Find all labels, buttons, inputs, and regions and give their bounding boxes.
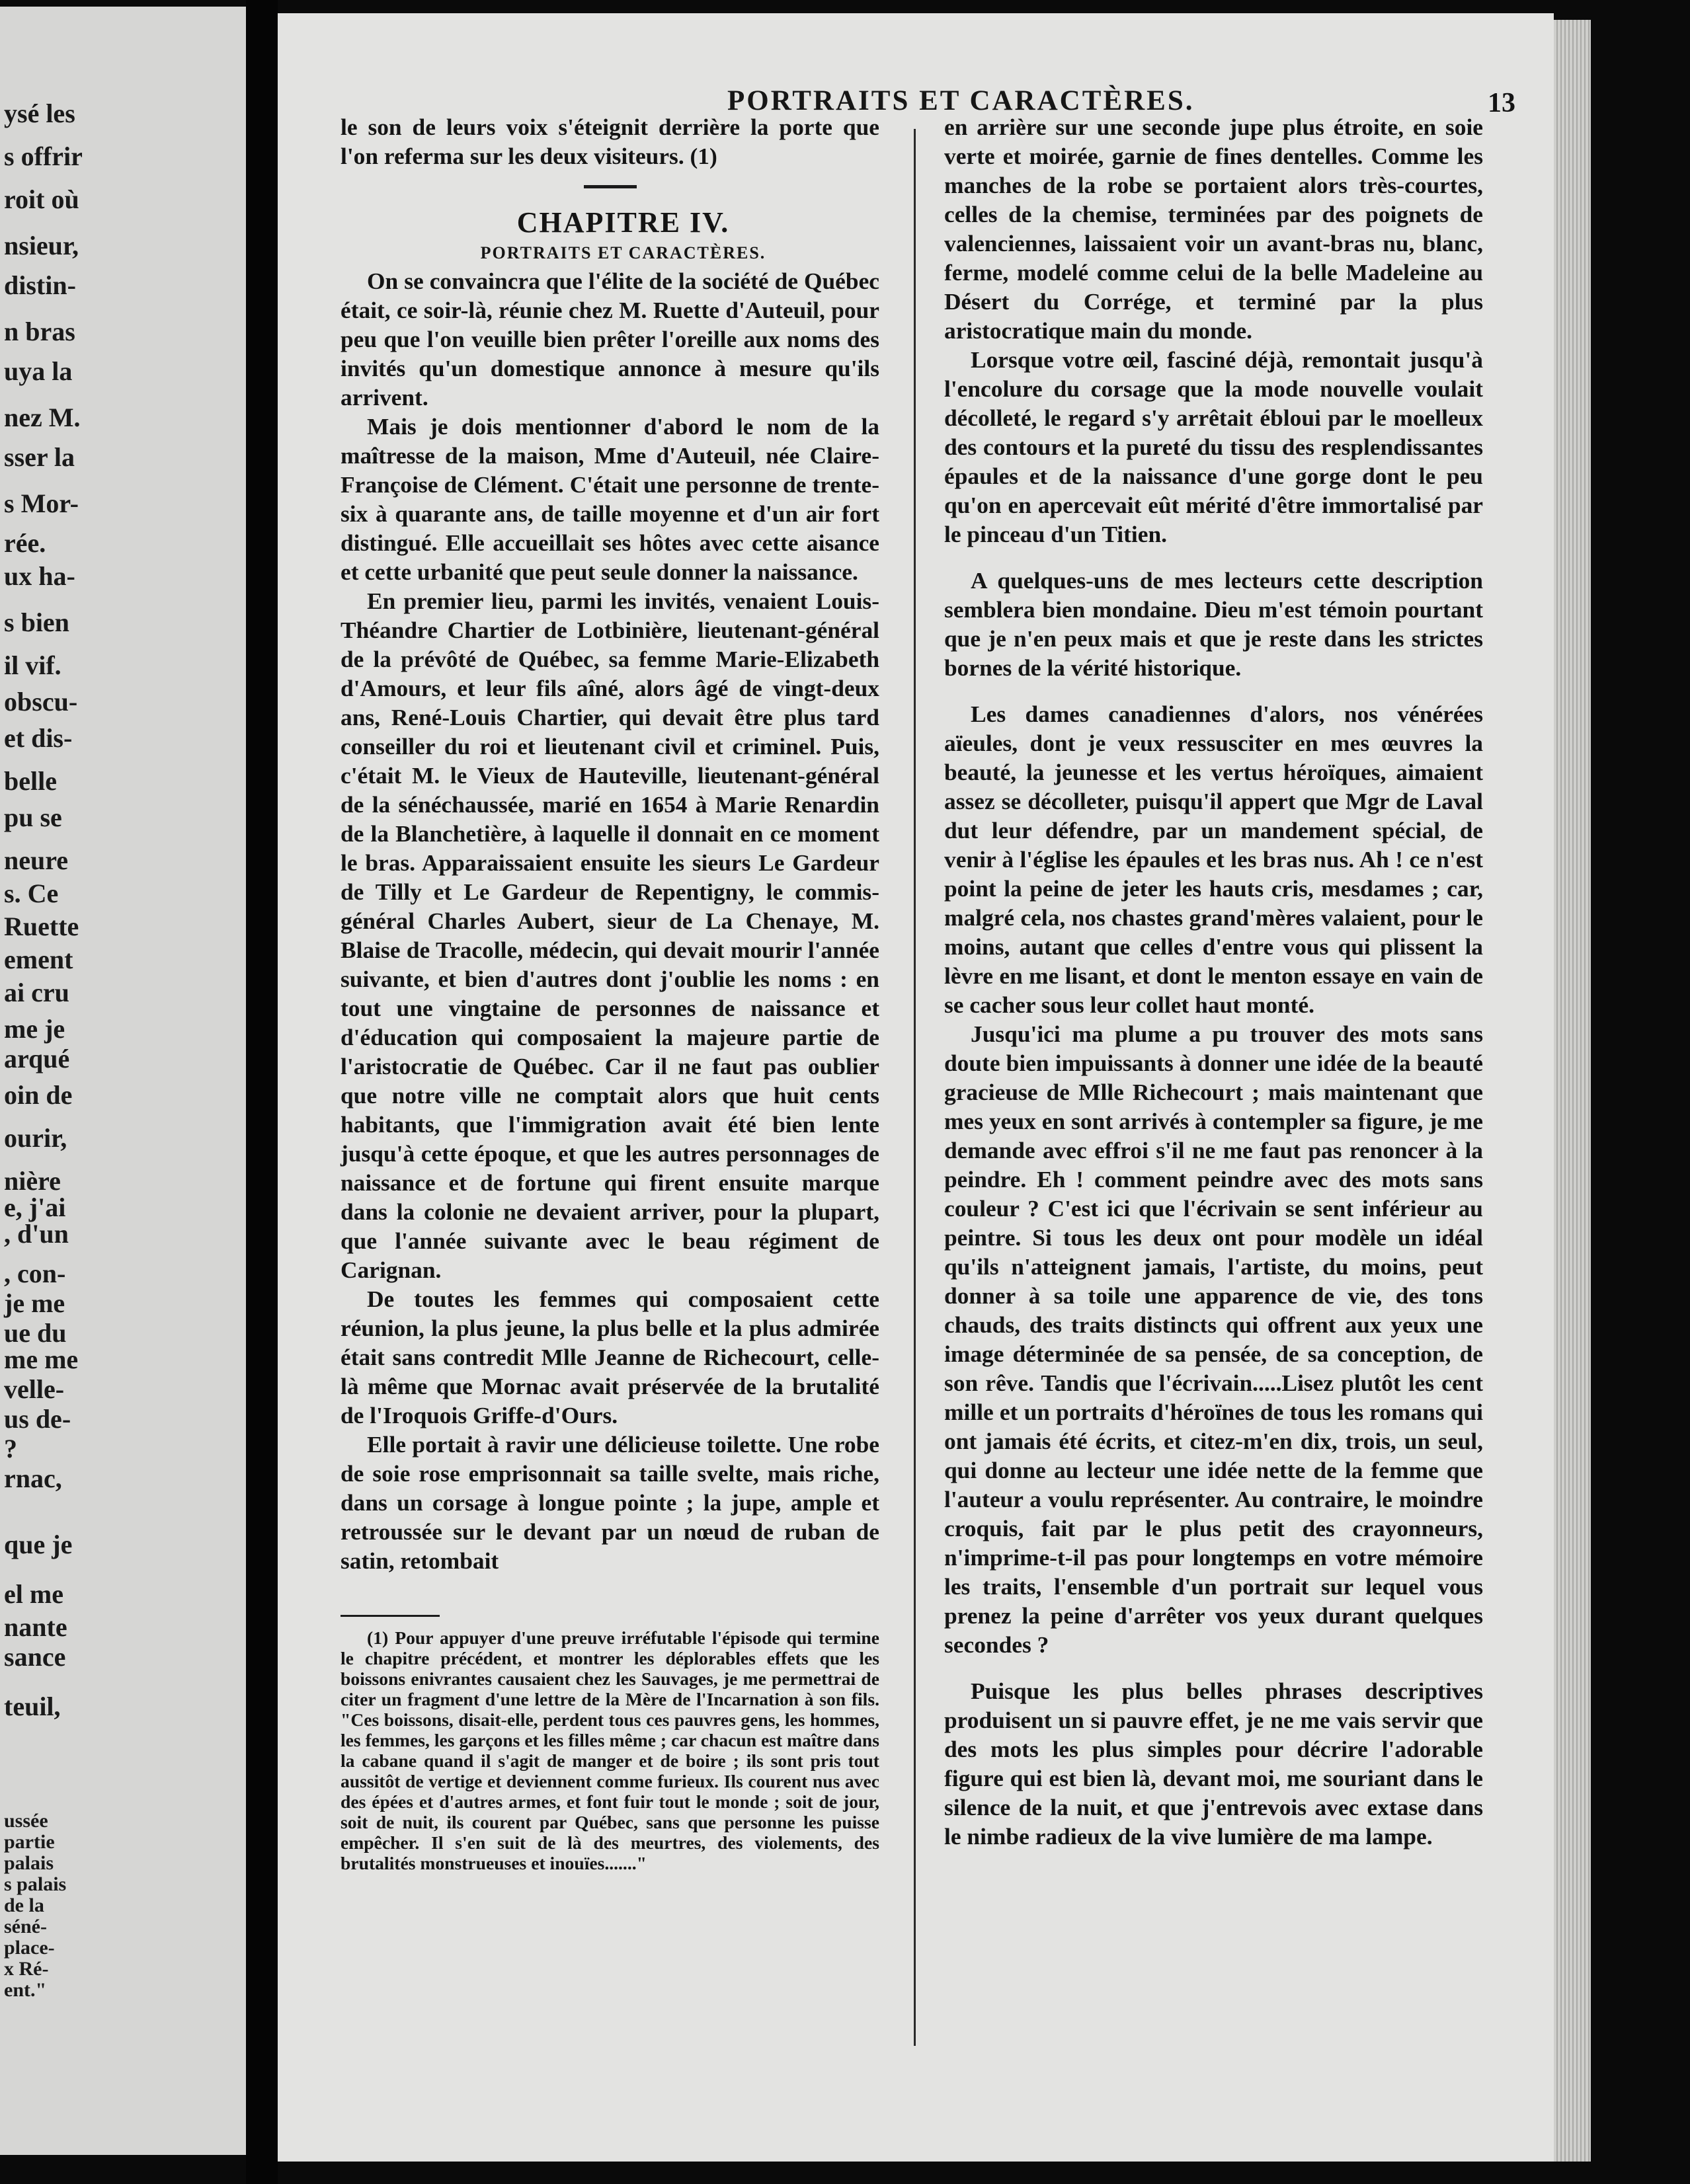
left-page-fragment: s offrir — [4, 141, 83, 171]
left-page-fragment: nante — [4, 1612, 67, 1642]
left-page-fragment: , d'un — [4, 1219, 69, 1249]
paragraph: en arrière sur une seconde jupe plus étroite, en soie verte et moirée, garnie de fines dentelles. Comme les manches de la robe se portaient alors très-courtes, celles de la chemise, terminées par des poignets de valenciennes, laissaient voir un avant-bras nu, blanc, ferme, modelé comme celui de la belle Madeleine au Désert du Corrége, et terminé par la plus aristocratique main du monde. — [944, 114, 1483, 344]
left-page-fragment: et dis- — [4, 723, 73, 753]
paragraph: Mais je dois mentionner d'abord le nom de la maîtresse de la maison, Mme d'Auteuil, née Claire-Françoise de Clément. C'était une personne de trente-six à quarante ans, de taille moyenne et d'un air fort distingué. Elle accueillait ses hôtes avec cette aisance et cette urbanité que peut seule donner la naissance. — [341, 413, 879, 585]
paragraph: Elle portait à ravir une délicieuse toilette. Une robe de soie rose emprisonnait sa taille svelte, mais riche, dans un corsage à longue pointe ; la jupe, ample et retroussée sur le devant par un nœud de ruban de satin, retombait — [341, 1431, 879, 1574]
paragraph: A quelques-uns de mes lecteurs cette description semblera bien mondaine. Dieu m'est témoin pourtant que je n'en peux mais et que je reste dans les strictes bornes de la vérité historique. — [944, 567, 1483, 681]
left-page-fragment: oin de — [4, 1080, 73, 1110]
right-text-column — [944, 112, 1483, 1851]
paragraph: On se convaincra que l'élite de la société de Québec était, ce soir-là, réunie chez M. Ruette d'Auteuil, pour peu que l'on veuille bien prêter l'oreille aux noms des invités qu'un domestique annonce à mesure qu'ils arrivent. — [341, 268, 879, 410]
left-page-fragment: velle- — [4, 1374, 65, 1404]
section-divider — [584, 185, 637, 188]
left-page-fragment: ement — [4, 945, 73, 974]
left-page-fragment: ux ha- — [4, 561, 75, 591]
left-page-fragment: Ruette — [4, 912, 79, 941]
paragraph: Les dames canadiennes d'alors, nos vénérées aïeules, dont je veux ressusciter en mes œuvres la beauté, la jeunesse et les vertus héroïques, aimaient assez se décolleter, puisqu'il appert que Mgr de Laval dut leur défendre, par un mandement spécial, de venir à l'église les épaules et les bras nus. Ah ! ce n'est point la peine de jeter les hauts cris, mesdames ; car, malgré cela, nos chastes grand'mères valaient, pour le moins, autant que celles d'entre vous qui plissent la lèvre en me lisant, et dont le menton essaye en vain de se cacher sous leur collet haut monté. — [944, 701, 1483, 1018]
left-page-footnote-fragment: ussée — [4, 1810, 48, 1832]
left-page-footnote-fragment: palais — [4, 1852, 54, 1874]
paragraph: De toutes les femmes qui composaient cette réunion, la plus jeune, la plus belle et la plus admirée était sans contredit Mlle Jeanne de Richecourt, celle-là même que Mornac avait préservée de la brutalité de l'Iroquois Griffe-d'Ours. — [341, 1286, 879, 1428]
chapter-subtitle: PORTRAITS ET CARACTÈRES. — [480, 243, 766, 262]
previous-page-edge — [0, 7, 246, 2155]
left-page-footnote-fragment: séné- — [4, 1916, 47, 1937]
left-page-footnote-fragment: s palais — [4, 1873, 67, 1895]
left-page-fragment: ? — [4, 1434, 17, 1463]
paragraph: Lorsque votre œil, fasciné déjà, remontait jusqu'à l'encolure du corsage que la mode nouvelle voulait décolleté, le regard s'y arrêtait ébloui par le moelleux des contours et la pureté du tissu des resplendissantes épaules et de la naissance d'une gorge dont le peu qu'on en apercevait eût mérité d'être immortalisé par le pinceau d'un Titien. — [944, 346, 1483, 547]
page-edges — [1554, 20, 1591, 2162]
footnote-divider — [341, 1615, 440, 1617]
left-page-fragment: rnac, — [4, 1463, 62, 1493]
paragraph: Jusqu'ici ma plume a pu trouver des mots sans doute bien impuissants à donner une idée de la beauté gracieuse de Mlle Richecourt ; mais maintenant que mes yeux en sont arrivés à contempler sa figure, je me demande avec effroi s'il ne me faut pas renoncer à la peindre. Eh ! comment peindre avec des mots sans couleur ? C'est ici que l'écrivain se sent inférieur au peintre. Si tous les deux ont pour modèle un idéal qu'ils n'atteignent jamais, l'artiste, du moins, peut donner à sa toile une apparence de vie, des tons chauds, des traits distincts qui offrent aux yeux une image déterminée de sa pensée, de sa conception, de son rêve. Tandis que l'écrivain.....Lisez plutôt les cent mille et un portraits d'héroïnes de tous les romans qui ont jamais été écrits, et citez-m'en dix, trois, un seul, qui donne au lecteur une idée nette de la femme que l'auteur a voulu représenter. Au contraire, le moindre croquis, fait par le plus petit des crayonneurs, n'imprime-t-il pas pour longtemps en votre mémoire les traits, l'ensemble d'un portrait sur lequel vous prenez la peine d'arrêter vos yeux durant quelques secondes ? — [944, 1021, 1483, 1658]
left-page-fragment: , con- — [4, 1259, 66, 1288]
left-page-footnote-fragment: ent." — [4, 1979, 47, 2001]
paragraph: En premier lieu, parmi les invités, venaient Louis-Théandre Chartier de Lotbinière, lieutenant-général de la prévôté de Québec, sa femme Marie-Elizabeth d'Amours, et leur fils aîné, alors âgé de vingt-deux ans, René-Louis Chartier, qui devait être plus tard conseiller du roi et lieutenant civil et criminel. Puis, c'était M. le Vieux de Hauteville, lieutenant-général de la sénéchaussée, marié en 1654 à Marie Renardin de la Blanchetière, à laquelle il donnait en ce moment le bras. Apparaissaient ensuite les sieurs Le Gardeur de Tilly et Le Gardeur de Repentigny, le commis-général Charles Aubert, sieur de La Chenaye, M. Blaise de Tracolle, médecin, qui devait mourir l'année suivante, et bien d'autres dont j'oublie les noms : en tout une vingtaine de personnes de naissance et d'éducation qui composaient la majeure partie de l'aristocratie de Québec. Car il ne faut pas oublier que notre ville ne comptait alors que huit cents habitants, que l'immigration avait été bien lente jusqu'à cette époque, et que les autres personnages de naissance et de fortune qui firent ensuite marque dans la colonie ne devaient arriver, pour la plupart, que l'année suivante avec le beau régiment de Carignan. — [341, 588, 879, 1283]
column-rule — [914, 129, 916, 2046]
left-page-fragment: il vif. — [4, 650, 61, 680]
left-page-fragment: arqué — [4, 1044, 70, 1073]
left-page-fragment: ue du — [4, 1318, 67, 1348]
chapter-title: CHAPITRE IV. — [516, 206, 730, 239]
footnote: (1) Pour appuyer d'une preuve irréfutable l'épisode qui termine le chapitre précédent, et montrer les déplorables effets que les boissons enivrantes causaient chez les Sauvages, je me permettrai de citer un fragment d'une lettre de la Mère de l'Incarnation à son fils. "Ces boissons, disait-elle, perdent tous ces pauvres gens, les hommes, les femmes, les garçons et les filles même ; car chacun est maître dans la cabane quand il s'agit de manger et de boire ; ils sont pris tout aussitôt de vertige et deviennent comme furieux. Ils courent nus avec des épées et d'autres armes, et font fuir tout le monde ; soit de jour, soit de nuit, ils courent par Québec, sans que personne les puisse empêcher. Il s'en suit de là des meurtres, des violements, des brutalités monstrueuses et inouïes......." — [341, 1627, 879, 1873]
left-page-fragment: e, j'ai — [4, 1192, 66, 1222]
left-page-fragment: distin- — [4, 270, 76, 300]
left-page-fragment: ysé les — [4, 98, 75, 128]
left-page-fragment: sser la — [4, 442, 75, 472]
left-page-footnote-fragment: place- — [4, 1937, 55, 1959]
left-page-fragment: rée. — [4, 528, 46, 558]
left-page-fragment: el me — [4, 1579, 63, 1609]
left-page-fragment: s. Ce — [4, 878, 59, 908]
left-page-fragment: n bras — [4, 317, 75, 346]
left-page-fragment: nsieur, — [4, 231, 79, 260]
left-page-fragment: s bien — [4, 607, 69, 637]
left-page-fragment: me me — [4, 1345, 79, 1374]
left-page-footnote-fragment: partie — [4, 1831, 55, 1853]
left-page-fragment: sance — [4, 1642, 66, 1672]
left-page-fragment: ai cru — [4, 978, 69, 1007]
left-page-fragment: us de- — [4, 1404, 71, 1434]
left-page-footnote-fragment: x Ré- — [4, 1958, 49, 1980]
left-page-fragment: que je — [4, 1530, 73, 1559]
left-page-fragment: uya la — [4, 356, 73, 386]
left-page-fragment: je me — [4, 1288, 65, 1318]
left-page-fragment: roit où — [4, 184, 79, 214]
running-title: PORTRAITS ET CARACTÈRES. — [727, 85, 1195, 116]
left-page-fragment: neure — [4, 845, 69, 875]
left-page-fragment: nez M. — [4, 403, 81, 432]
paragraph: Puisque les plus belles phrases descriptives produisent un si pauvre effet, je ne me vais servir que des mots les plus simples pour décrire l'adorable figure qui est bien là, devant moi, me souriant dans le silence de la nuit, et que j'entrevois avec extase dans le nimbe radieux de la vive lumière de ma lampe. — [944, 1678, 1483, 1850]
left-page-fragment: belle — [4, 766, 57, 796]
left-page-fragment: teuil, — [4, 1692, 61, 1721]
book-page — [278, 13, 1554, 2162]
carryover-paragraph: le son de leurs voix s'éteignit derrière la porte que l'on referma sur les deux visiteurs. (1) — [341, 114, 879, 169]
left-page-footnote-fragment: de la — [4, 1894, 44, 1916]
left-page-fragment: nière — [4, 1166, 61, 1196]
left-page-fragment: ourir, — [4, 1123, 67, 1153]
left-page-fragment: s Mor- — [4, 488, 79, 518]
left-page-fragment: obscu- — [4, 687, 78, 717]
page-number: 13 — [1488, 88, 1515, 118]
left-page-fragment: pu se — [4, 802, 62, 832]
book-gutter — [246, 0, 278, 2184]
left-page-fragment: me je — [4, 1014, 65, 1044]
left-text-column — [341, 112, 879, 1873]
